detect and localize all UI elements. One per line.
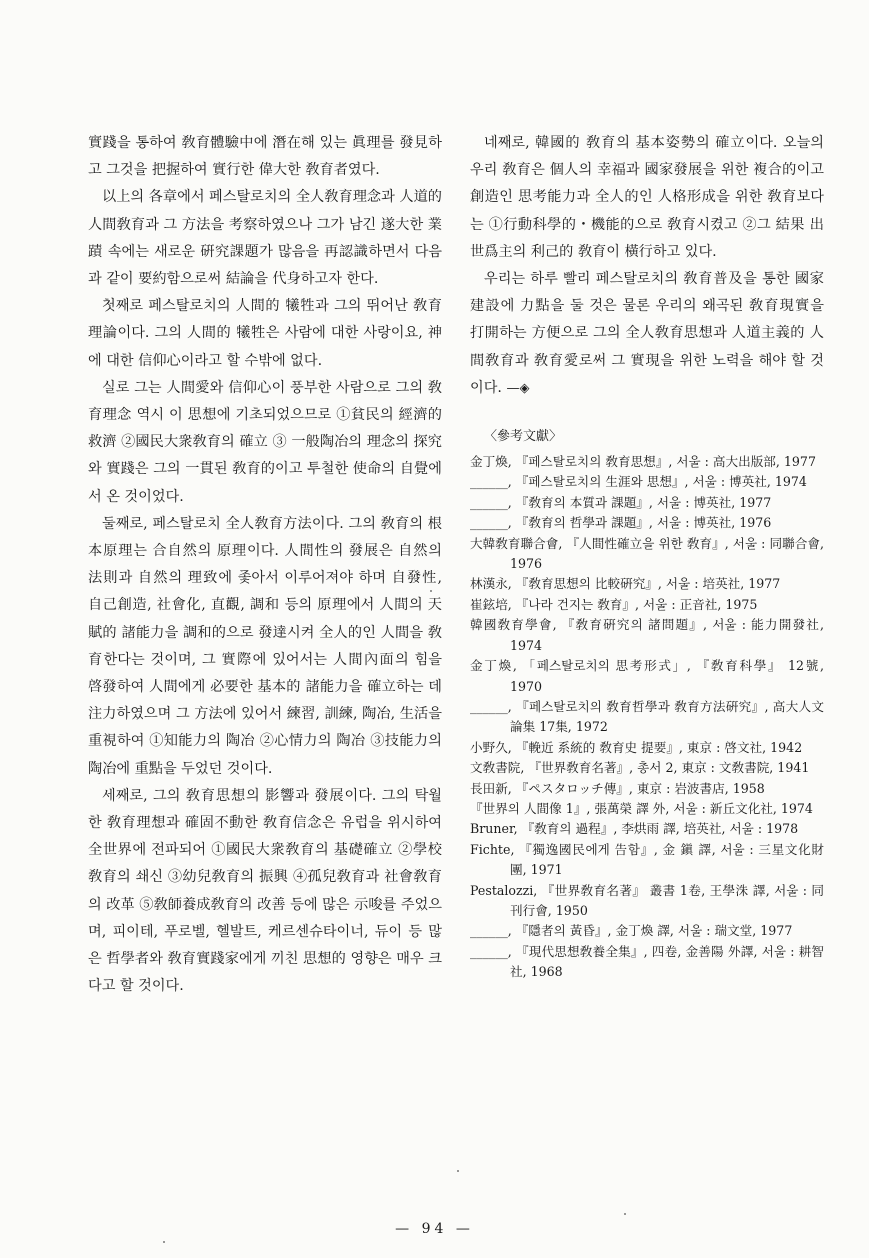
scan-speck — [163, 1241, 165, 1243]
body-paragraph: 첫째로 페스탈로치의 人間的 犧牲과 그의 뛰어난 敎育理論이다. 그의 人間的 犧牲은 사람에 대한 사랑이요, 神에 대한 信仰心이라고 할 수밖에 없다. — [88, 298, 442, 369]
scan-speck — [457, 1170, 459, 1172]
conclusion-paragraph — [470, 266, 824, 402]
conclusion-text: 우리는 하루 빨리 페스탈로치의 敎育普及을 통한 國家建設에 力點을 둘 것은 물론 우리의 왜곡된 敎育現實을 打開하는 方便으로 그의 全人敎育思想과 人道主義的 人間敎育과 敎育愛로써 그 實現을 위한 노력을 해야 할 것이다. — [470, 271, 824, 396]
reference-item: 大韓敎育聯合會, 『人間性確立을 위한 敎育』, 서울 : 同聯合會, 1976 — [470, 535, 824, 572]
body-paragraph: 以上의 各章에서 페스탈로치의 全人敎育理念과 人道的 人間敎育과 그 方法을 考察하였으나 그가 남긴 遂大한 業蹟 속에는 새로운 硏究課題가 많음을 再認識하면서 다음과 같이 要約함으로써 結論을 代身하고자 한다. — [88, 189, 442, 288]
reference-item: ______, 『現代思想敎養全集』, 四卷, 金善陽 外譯, 서울 : 耕智社, 1968 — [470, 943, 824, 980]
reference-item: ______, 『페스탈로치의 生涯와 思想』, 서울 : 博英社, 1974 — [470, 474, 807, 490]
reference-item: Bruner, 『敎育의 過程』, 李烘雨 譯, 培英社, 서울 : 1978 — [470, 821, 799, 837]
end-mark-icon: —◈ — [506, 380, 530, 396]
references-list — [470, 452, 824, 983]
reference-item: 文敎書院, 『世界敎育名著』, 총서 2, 東京 : 文敎書院, 1941 — [470, 760, 810, 776]
reference-item: 『世界의 人間像 1』, 張萬榮 譯 外, 서울 : 新丘文化社, 1974 — [470, 800, 813, 816]
scan-speck — [624, 1213, 626, 1215]
reference-item: ______, 『敎育의 本質과 課題』, 서울 : 博英社, 1977 — [470, 494, 772, 510]
references-heading: 〈參考文獻〉 — [484, 429, 563, 445]
left-column — [88, 130, 442, 1001]
reference-item: Pestalozzi, 『世界敎育名著』 叢書 1卷, 王學洙 譯, 서울 : 同刊行會, 1950 — [470, 882, 824, 918]
body-paragraph: 實踐을 통하여 敎育體驗中에 潛在해 있는 眞理를 發見하고 그것을 把握하여 實行한 偉大한 敎育者였다. — [88, 135, 442, 179]
body-paragraph: 둘째로, 페스탈로치 全人敎育方法이다. 그의 敎育의 根本原理는 合自然의 原理이다. 人間性의 發展은 自然의 法則과 自然의 理致에 좇아서 이루어져야 하며 自發性, 自己創造, 社會化, 直觀, 調和 등의 原理에서 人間의 天賦的 諸能力을 調和的으로 發達시켜 全人的인 人間을 敎育한다는 것이며, 그 實際에 있어서는 人間內面의 힘을 啓發하여 人間에게 必要한 基本的 諸能力을 確立하는 데 注力하였으며 그 方法에 있어서 練習, 訓練, 陶冶, 生活을 重視하여 ①知能力의 陶冶 ②心情力의 陶冶 ③技能力의 陶冶에 重點을 두었던 것이다. — [88, 515, 442, 777]
reference-item: 崔鉉培, 『나라 건지는 敎育』, 서울 : 正音社, 1975 — [470, 596, 758, 612]
reference-item: 金丁煥, 「페스탈로치의 思考形式」, 『敎育科學』 12號, 1970 — [470, 658, 824, 694]
page-number: — 94 — — [395, 1221, 474, 1237]
reference-item: 金丁煥, 『페스탈로치의 敎育思想』, 서울 : 高大出版部, 1977 — [470, 454, 816, 470]
reference-item: ______, 『隱者의 黃昏』, 金丁煥 譯, 서울 : 瑞文堂, 1977 — [470, 923, 793, 939]
body-paragraph: 세째로, 그의 敎育思想의 影響과 發展이다. 그의 탁월한 敎育理想과 確固不動한 敎育信念은 유럽을 위시하여 全世界에 전파되어 ①國民大衆敎育의 基礎確立 ②學校敎育의 쇄신 ③幼兒敎育의 振興 ④孤兒敎育과 社會敎育의 改革 ⑤敎師養成敎育의 改善 등에 많은 示唆를 주었으며, 피이테, 푸로벨, 헬발트, 케르센슈타이너, 듀이 등 많은 哲學者와 敎育實踐家에게 끼친 思想的 영향은 매우 크다고 할 것이다. — [88, 787, 442, 995]
body-paragraph: 네째로, 韓國的 敎育의 基本姿勢의 確立이다. 오늘의 우리 敎育은 個人의 幸福과 國家發展을 위한 複合的이고 創造인 思考能力과 全人的인 人格形成을 위한 敎育보다는 ①行動科學的・機能的으로 敎育시켰고 ②그 結果 出世爲主의 利己的 敎育이 橫行하고 있다. — [470, 135, 824, 260]
right-column — [470, 130, 824, 983]
reference-item: ______, 『페스탈로치의 敎育哲學과 敎育方法硏究』, 高大人文論集 17集, 1972 — [470, 698, 824, 735]
reference-item: 林漢永, 『敎育思想의 比較硏究』, 서울 : 培英社, 1977 — [470, 576, 781, 592]
scan-speck — [430, 590, 432, 592]
reference-item: 韓國敎育學會, 『敎育硏究의 諸問題』, 서울 : 能力開發社, 1974 — [470, 617, 824, 653]
reference-item: 小野久, 『輓近 系統的 敎育史 提要』, 東京 : 啓文社, 1942 — [470, 739, 803, 755]
reference-item: 長田新, 『ペスタロッチ傳』, 東京 : 岩波書店, 1958 — [470, 780, 765, 796]
reference-item: ______, 『敎育의 哲學과 課題』, 서울 : 博英社, 1976 — [470, 515, 772, 531]
reference-item: Fichte, 『獨逸國民에게 告함』, 金 鎭 譯, 서울 : 三星文化財團, 1971 — [470, 841, 824, 878]
body-paragraph: 실로 그는 人間愛와 信仰心이 풍부한 사람으로 그의 敎育理念 역시 이 思想에 기초되었으므로 ①貧民의 經濟的 救濟 ②國民大衆敎育의 確立 ③ 一般陶冶의 理念의 探究와 實踐은 그의 一貫된 敎育的이고 투철한 使命의 自覺에서 온 것이었다. — [88, 379, 442, 505]
